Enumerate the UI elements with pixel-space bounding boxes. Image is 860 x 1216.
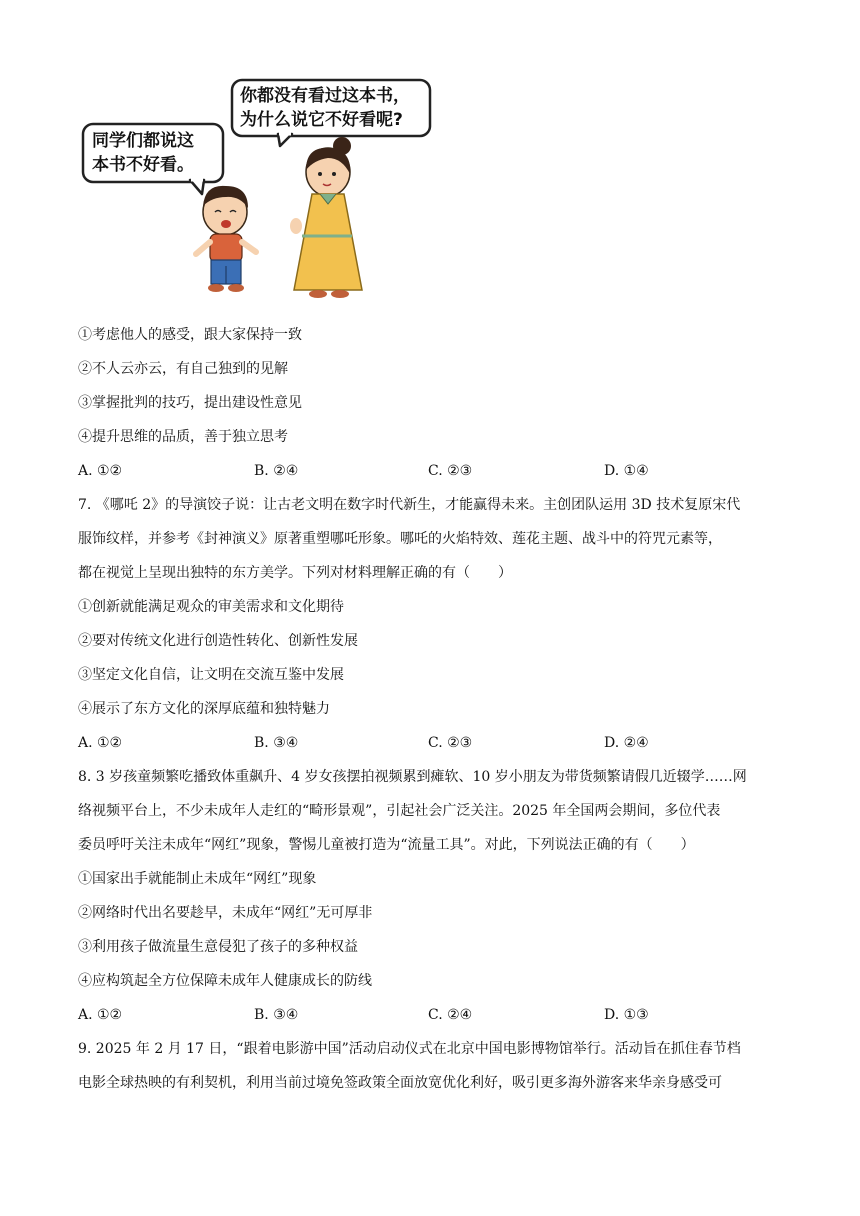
q6-option-c: C. ②③	[428, 463, 473, 479]
q7-statement: ①创新就能满足观众的审美需求和文化期待	[78, 599, 344, 615]
boy-figure	[196, 186, 256, 292]
q6-statement: ③掌握批判的技巧，提出建设性意见	[78, 395, 302, 411]
q9-stem: 电影全球热映的有利契机，利用当前过境免签政策全面放宽优化利好，吸引更多海外游客来华亲身感受可	[78, 1075, 722, 1091]
q7-option-d: D. ②④	[604, 735, 649, 751]
q7-stem: 服饰纹样，并参考《封神演义》原著重塑哪吒形象。哪吒的火焰特效、莲花主题、战斗中的符咒元素等，	[78, 531, 722, 547]
q7-option-a: A. ①②	[78, 735, 123, 751]
q8-option-d: D. ①③	[604, 1007, 649, 1023]
q8-option-a: A. ①②	[78, 1007, 123, 1023]
q6-statement: ④提升思维的品质，善于独立思考	[78, 429, 288, 445]
girl-speech-text: 你都没有看过这本书， 为什么说它不好看呢?	[240, 86, 410, 130]
q7-statement: ②要对传统文化进行创造性转化、创新性发展	[78, 633, 358, 649]
q7-statement: ④展示了东方文化的深厚底蕴和独特魅力	[78, 701, 330, 717]
q8-statement: ①国家出手就能制止未成年“网红”现象	[78, 871, 317, 887]
girl-figure	[290, 137, 362, 298]
q6-option-b: B. ②④	[254, 463, 299, 479]
cartoon-illustration	[80, 76, 440, 306]
q6-option-a: A. ①②	[78, 463, 123, 479]
q8-statement: ②网络时代出名要趁早，未成年“网红”无可厚非	[78, 905, 373, 921]
boy-speech-text: 同学们都说这 本书不好看。	[92, 131, 194, 175]
q7-option-b: B. ③④	[254, 735, 299, 751]
q9-stem: 9. 2025 年 2 月 17 日，“跟着电影游中国”活动启动仪式在北京中国电影博物馆举行。活动旨在抓住春节档	[78, 1041, 741, 1057]
q8-option-b: B. ③④	[254, 1007, 299, 1023]
q7-stem: 都在视觉上呈现出独特的东方美学。下列对材料理解正确的有（ ）	[78, 565, 512, 581]
q6-statement: ②不人云亦云，有自己独到的见解	[78, 361, 288, 377]
q8-stem: 络视频平台上，不少未成年人走红的“畸形景观”，引起社会广泛关注。2025 年全国两会期间，多位代表	[78, 803, 721, 819]
question-content	[78, 318, 788, 1100]
q7-option-c: C. ②③	[428, 735, 473, 751]
q6-options	[78, 454, 788, 488]
q7-stem: 7. 《哪吒 2》的导演饺子说：让古老文明在数字时代新生，才能赢得未来。主创团队运用 3D 技术复原宋代	[78, 497, 741, 513]
q7-options	[78, 726, 788, 760]
q8-statement: ④应构筑起全方位保障未成年人健康成长的防线	[78, 973, 372, 989]
q6-statement: ①考虑他人的感受，跟大家保持一致	[78, 327, 302, 343]
q8-options	[78, 998, 788, 1032]
q6-option-d: D. ①④	[604, 463, 649, 479]
q8-stem: 委员呼吁关注未成年“网红”现象，警惕儿童被打造为“流量工具”。对此，下列说法正确的有（ ）	[78, 837, 695, 853]
q8-stem: 8. 3 岁孩童频繁吃播致体重飙升、4 岁女孩摆拍视频累到瘫软、10 岁小朋友为带货频繁请假几近辍学……网	[78, 769, 747, 785]
q7-statement: ③坚定文化自信，让文明在交流互鉴中发展	[78, 667, 344, 683]
q8-statement: ③利用孩子做流量生意侵犯了孩子的多种权益	[78, 939, 358, 955]
q8-option-c: C. ②④	[428, 1007, 473, 1023]
